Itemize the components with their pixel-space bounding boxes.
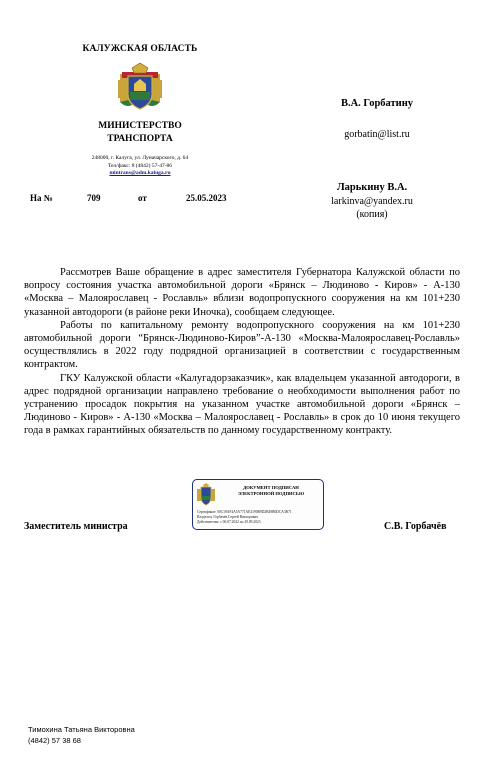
executor-name: Тимохина Татьяна Викторовна: [28, 725, 135, 734]
signer-name: С.В. Горбачёв: [384, 521, 447, 532]
reply-date-label: от: [138, 193, 147, 203]
recipient-1: [318, 98, 436, 140]
coat-of-arms-icon: [197, 483, 215, 507]
recipient-email[interactable]: larkinva@yandex.ru: [331, 195, 413, 207]
body-paragraph: ГКУ Калужской области «Калугадорзаказчик», как владельцем указанной автодороги, в адрес подрядной организации направлено требование о необходимости выполнения работ по устранению просадок покрытия на указанном участке автомобильной дороги «Брянск – Людиново - Киров» - А-130 «Москва – Малоярославец - Рославль» в срок до 10 июня текущего года в рамках гарантийных обязательств по данному государственному контракту.: [24, 372, 460, 437]
recipient-email[interactable]: gorbatin@list.ru: [344, 129, 410, 140]
email-link[interactable]: mintrans@adm.kaluga.ru: [109, 170, 171, 176]
recipient-name: Ларькину В.А.: [336, 182, 408, 193]
address: 248000, г. Калуга, ул. Луначарского, д. 64: [91, 155, 189, 161]
e-signature-stamp: [192, 479, 324, 530]
ministry-name-line1: МИНИСТЕРСТВО: [98, 121, 182, 131]
stamp-title-line1: ДОКУМЕНТ ПОДПИСАН: [243, 485, 299, 490]
region-name: КАЛУЖСКАЯ ОБЛАСТЬ: [82, 44, 198, 54]
ministry-name-line2: ТРАНСПОРТА: [107, 134, 173, 144]
stamp-certificate: Сертификат: 00C18AF4A5A771AE4190B9D2B49B0DCA3B71: [197, 510, 292, 514]
coat-of-arms-icon: [118, 62, 162, 114]
body-paragraph: Работы по капитальному ремонту водопропускного сооружения на км 101+230 автомобильной дороги “Брянск-Людиново-Киров”-А-130 «Москва-Малоярославец-Рославль» осуществлялись в 2022 году подрядной организацией в соответствии с государственным контрактом.: [24, 319, 460, 371]
recipient-name: В.А. Горбатину: [340, 98, 414, 109]
reply-number: 709: [87, 193, 101, 203]
reply-date: 25.05.2023: [186, 193, 227, 203]
phone-fax: Тел/факс: 8 (4842) 57-47-86: [107, 162, 173, 169]
stamp-title-line2: ЭЛЕКТРОННОЙ ПОДПИСЬЮ: [237, 490, 305, 496]
recipient-2: [312, 181, 432, 222]
body-paragraph: Рассмотрев Ваше обращение в адрес заместителя Губернатора Калужской области по вопросу состояния участка автомобильной дороги «Брянск – Людиново - Киров» - А-130 «Москва – Малоярославец - Рославль» вблизи водопропускного сооружения на км 101+230 указанной автодороги (в районе реки Иночка), сообщаем следующее.: [24, 267, 460, 318]
executor-phone: (4842) 57 38 68: [28, 736, 81, 745]
stamp-validity: Действителен: с 06.07.2022 по 29.09.2023: [197, 520, 261, 524]
sender-block: [40, 44, 240, 178]
reply-number-label: На №: [30, 193, 53, 203]
stamp-owner: Владелец: Горбачёв Сергей Викторович: [197, 515, 259, 519]
executor-block: [28, 724, 135, 746]
letter-body: [24, 266, 460, 438]
recipient-note: (копия): [356, 209, 388, 220]
signer-position: Заместитель министра: [24, 521, 128, 532]
